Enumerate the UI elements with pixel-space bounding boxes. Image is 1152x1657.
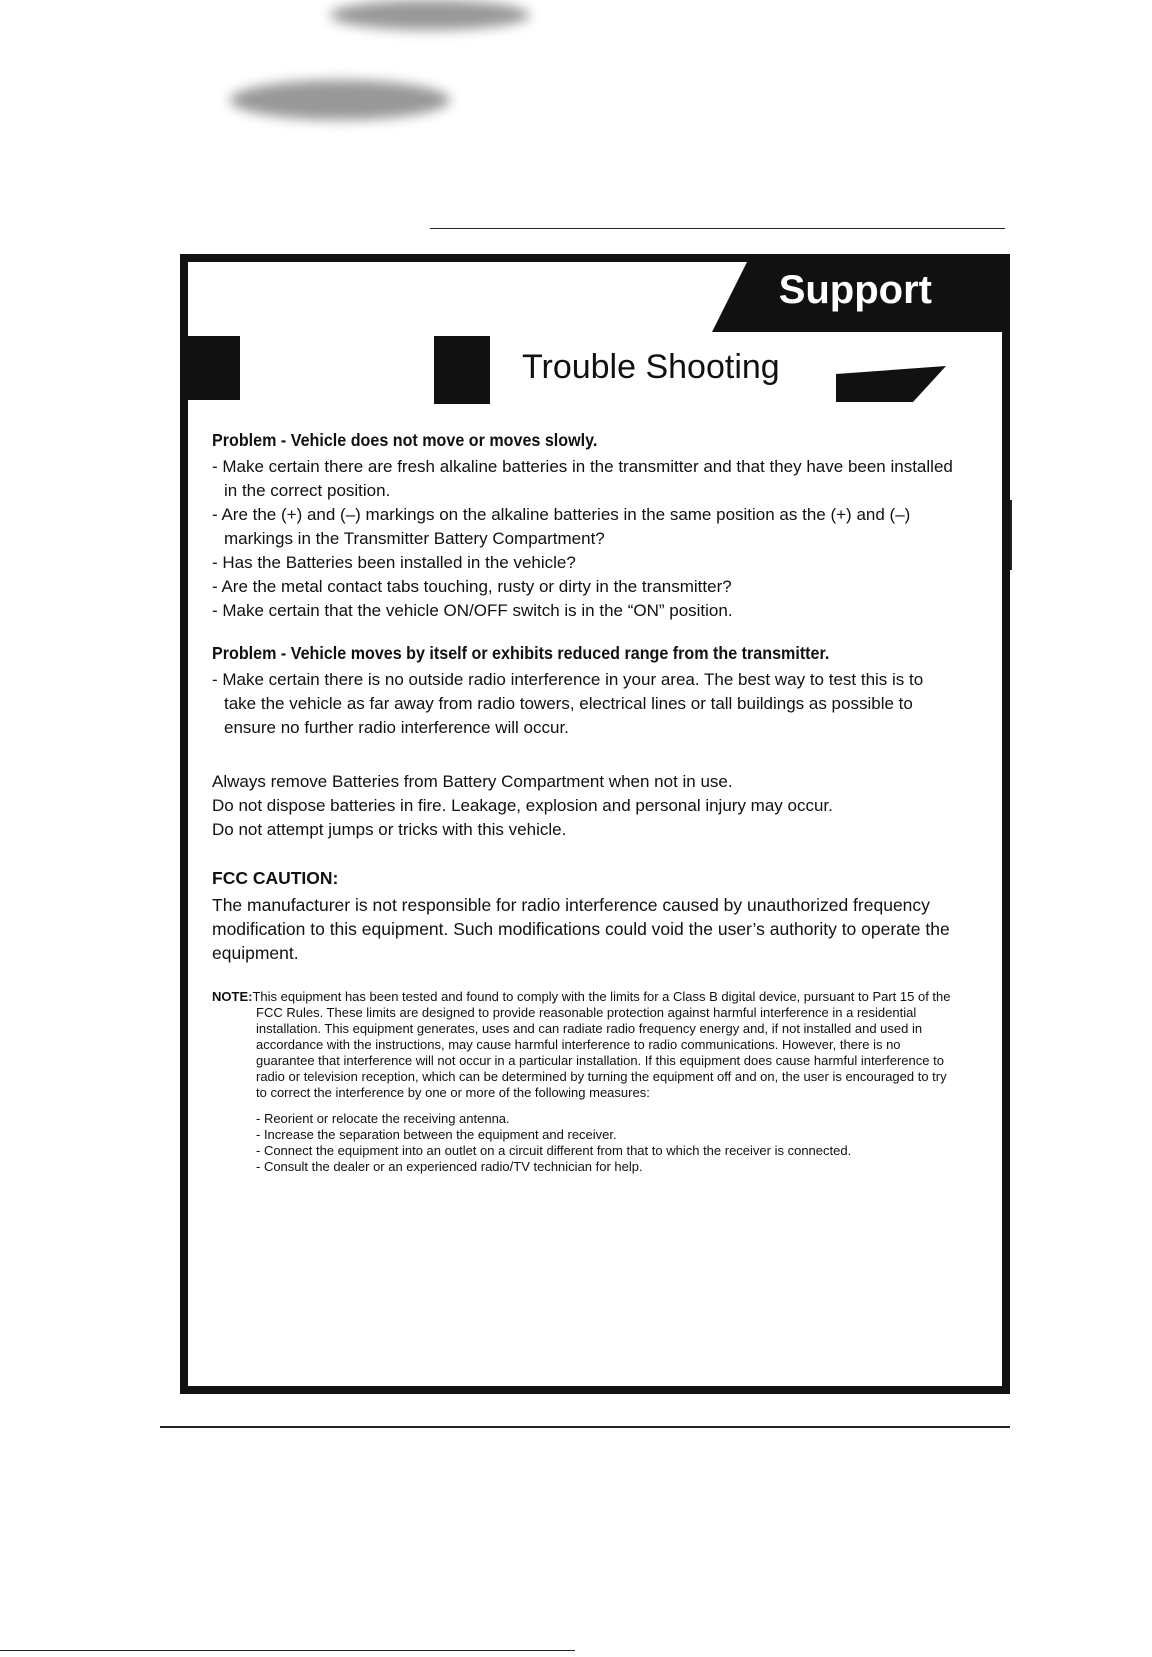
note-measure: - Reorient or relocate the receiving antenna. — [256, 1111, 510, 1126]
problem-item: - Has the Batteries been installed in the vehicle? — [212, 553, 576, 572]
note-label: NOTE: — [212, 989, 253, 1004]
problem-group — [212, 430, 957, 623]
content — [212, 430, 957, 1175]
problem-item: - Make certain that the vehicle ON/OFF switch is in the “ON” position. — [212, 601, 733, 620]
title-marker-block — [434, 336, 490, 404]
section-title: Trouble Shooting — [522, 348, 780, 386]
note-measure: - Increase the separation between the equipment and receiver. — [256, 1127, 617, 1142]
scan-smudge — [330, 0, 530, 30]
warning-line: Do not attempt jumps or tricks with this vehicle. — [212, 820, 567, 839]
header-bar — [188, 262, 1002, 332]
fcc-note — [212, 989, 957, 1175]
fcc-body: The manufacturer is not responsible for radio interference caused by unauthorized frequency modification to this equipment. Such modifications could void the user’s authority to operate the equipment. — [212, 895, 950, 963]
header-title: Support — [778, 268, 932, 312]
problem-item: - Make certain there are fresh alkaline batteries in the transmitter and that they have been installed in the correct position. — [212, 457, 953, 500]
scan-smudge — [230, 80, 450, 120]
warnings — [212, 770, 957, 842]
left-marker-block — [188, 336, 240, 400]
problem-heading: Problem - Vehicle moves by itself or exhibits reduced range from the transmitter. — [212, 643, 830, 663]
problem-item: - Are the (+) and (–) markings on the alkaline batteries in the same position as the (+) and (–) markings in the Transmitter Battery Compartment? — [212, 505, 911, 548]
problem-heading: Problem - Vehicle does not move or moves slowly. — [212, 430, 598, 450]
margin-mark — [1010, 500, 1012, 570]
problem-item: - Make certain there is no outside radio interference in your area. The best way to test this is to take the vehicle as far away from radio towers, electrical lines or tall buildings as possible to ensure no further radio interference will occur. — [212, 670, 924, 737]
page-bottom-rule — [0, 1650, 575, 1651]
note-measures — [212, 1111, 957, 1175]
warning-line: Always remove Batteries from Battery Compartment when not in use. — [212, 772, 733, 791]
fcc-title: FCC CAUTION: — [212, 868, 339, 888]
bottom-rule — [160, 1426, 1010, 1428]
note-measure: - Consult the dealer or an experienced radio/TV technician for help. — [256, 1159, 643, 1174]
note-body: This equipment has been tested and found to comply with the limits for a Class B digital device, pursuant to Part 15 of the FCC Rules. These limits are designed to provide reasonable protection against harmful interference in a residential installation. This equipment generates, uses and can radiate radio frequency energy and, if not installed and used in accordance with the instructions, may cause harmful interference to radio communications. However, there is no guarantee that interference will not occur in a particular installation. If this equipment does cause harmful interference to radio or television reception, which can be determined by turning the equipment off and on, the user is encouraged to try to correct the interference by one or more of the following measures: — [252, 989, 951, 1100]
problem-group — [212, 643, 957, 740]
note-measure: - Connect the equipment into an outlet on a circuit different from that to which the receiver is connected. — [256, 1143, 852, 1158]
warning-line: Do not dispose batteries in fire. Leakage, explosion and personal injury may occur. — [212, 796, 833, 815]
problem-item: - Are the metal contact tabs touching, rusty or dirty in the transmitter? — [212, 577, 732, 596]
title-arrow-icon — [836, 366, 946, 402]
note-text — [212, 989, 957, 1101]
top-rule — [430, 228, 1005, 229]
